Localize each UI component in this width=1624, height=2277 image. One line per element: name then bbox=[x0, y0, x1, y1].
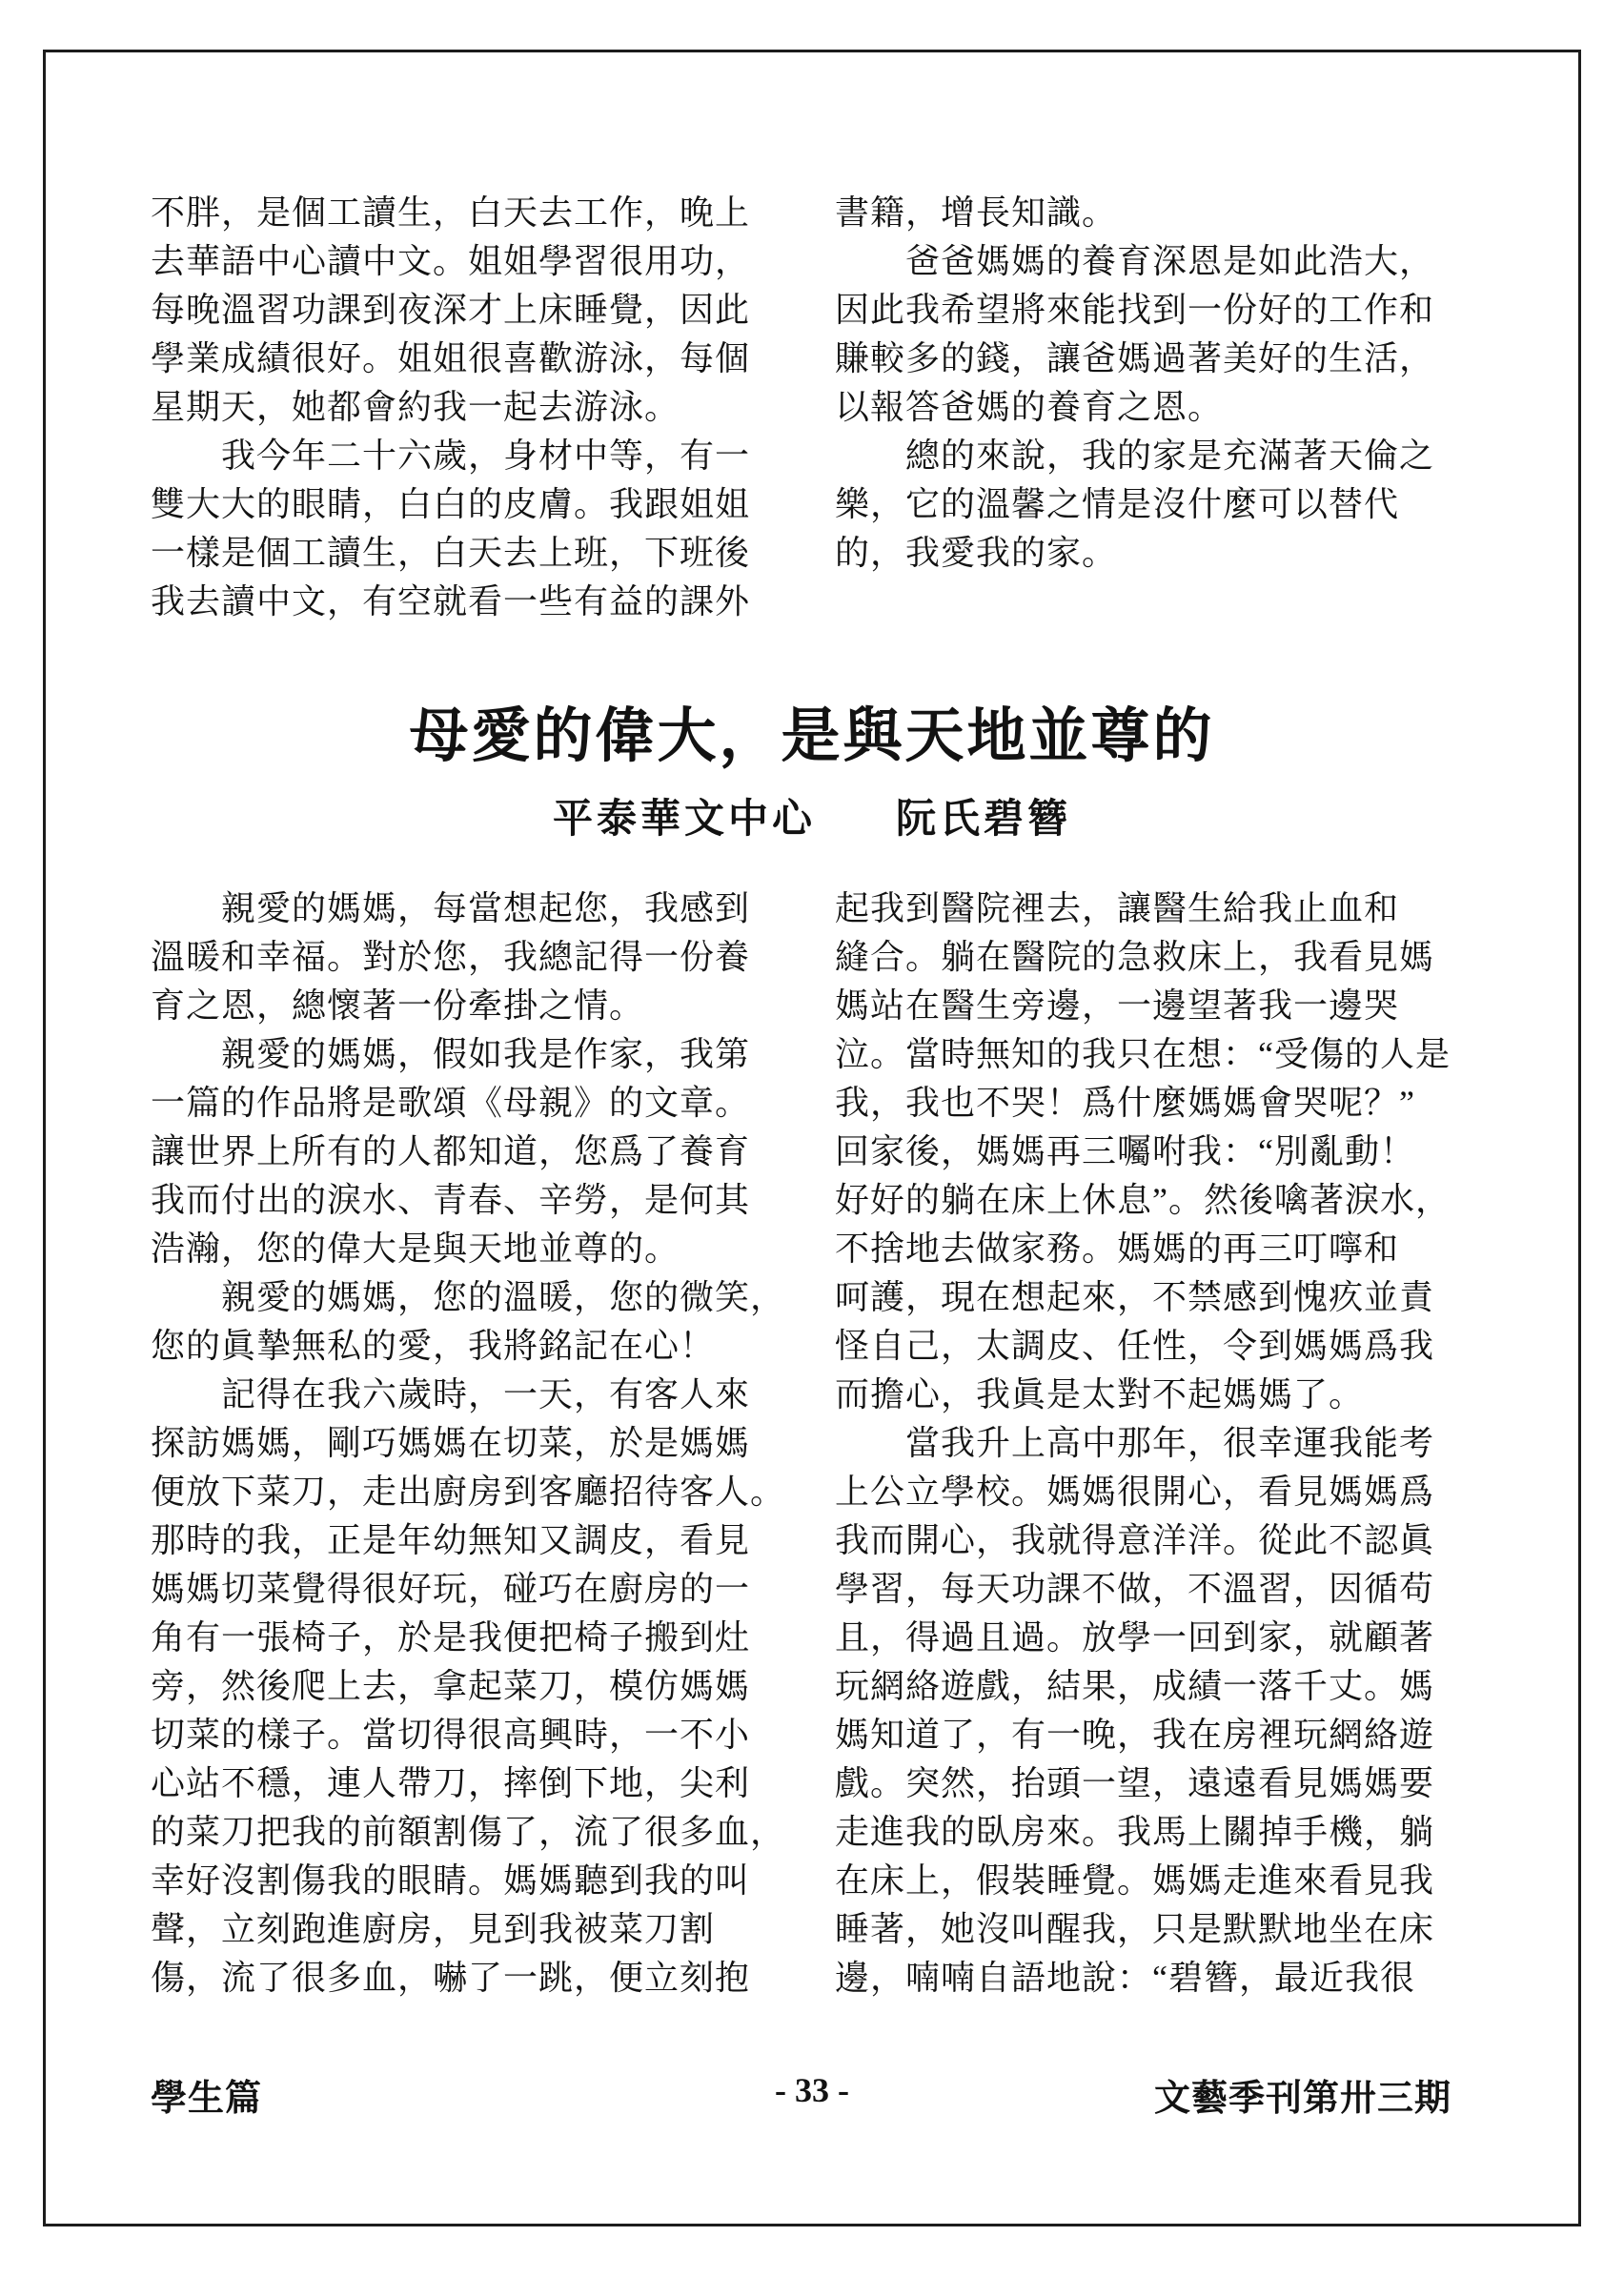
text-line: 邊，喃喃自語地說：“碧簪，最近我很 bbox=[835, 1959, 1415, 1997]
article2-title: 母愛的偉大，是與天地並尊的 bbox=[409, 704, 1215, 769]
text-line: 一篇的作品將是歌頌《母親》的文章。 bbox=[151, 1084, 751, 1122]
text-line: 便放下菜刀，走出廚房到客廳招待客人。 bbox=[151, 1473, 786, 1511]
text-line: 學業成績很好。姐姐很喜歡游泳，每個 bbox=[151, 339, 751, 377]
article1-left-column bbox=[151, 189, 750, 626]
text-line: 當我升上高中那年，很幸運我能考 bbox=[835, 1424, 1435, 1462]
text-line: 聲，立刻跑進廚房，見到我被菜刀割 bbox=[151, 1910, 716, 1948]
footer-journal-issue: 文藝季刊第卅三期 bbox=[1153, 2079, 1451, 2119]
text-line: 心站不穩，連人帶刀，摔倒下地，尖利 bbox=[151, 1764, 751, 1802]
text-line: 親愛的媽媽，您的溫暖，您的微笑， bbox=[151, 1278, 786, 1316]
text-line: 溫暖和幸福。對於您，我總記得一份養 bbox=[151, 938, 751, 976]
text-line: 上公立學校。媽媽很開心，看見媽媽爲 bbox=[835, 1473, 1435, 1511]
text-line: 玩網絡遊戲，結果，成績一落千丈。媽 bbox=[835, 1667, 1435, 1705]
text-line: 怪自己，太調皮、任性，令到媽媽爲我 bbox=[835, 1327, 1435, 1365]
text-line: 賺較多的錢，讓爸媽過著美好的生活， bbox=[835, 339, 1435, 377]
text-line: 一樣是個工讀生，白天去上班，下班後 bbox=[151, 534, 751, 572]
text-line: 爸爸媽媽的養育深恩是如此浩大， bbox=[835, 242, 1435, 280]
article2-left-column bbox=[151, 884, 785, 2003]
text-line: 我而付出的淚水、青春、辛勞，是何其 bbox=[151, 1181, 751, 1219]
text-line: 走進我的臥房來。我馬上關掉手機，躺 bbox=[835, 1813, 1435, 1851]
text-line: 切菜的樣子。當切得很高興時，一不小 bbox=[151, 1716, 751, 1754]
text-line: 因此我希望將來能找到一份好的工作和 bbox=[835, 291, 1435, 329]
text-line: 好好的躺在床上休息”。然後噙著淚水， bbox=[835, 1181, 1451, 1219]
text-line: 呵護，現在想起來，不禁感到愧疚並責 bbox=[835, 1278, 1435, 1316]
article1-right-column bbox=[835, 189, 1434, 578]
text-line: 媽媽切菜覺得很好玩，碰巧在廚房的一 bbox=[151, 1570, 751, 1608]
text-line: 且，得過且過。放學一回到家，就顧著 bbox=[835, 1618, 1435, 1657]
text-line: 回家後，媽媽再三囑咐我：“別亂動！ bbox=[835, 1132, 1415, 1170]
text-line: 總的來說，我的家是充滿著天倫之 bbox=[835, 437, 1435, 475]
text-line: 浩瀚，您的偉大是與天地並尊的。 bbox=[151, 1230, 680, 1268]
text-line: 起我到醫院裡去，讓醫生給我止血和 bbox=[835, 889, 1400, 927]
text-line: 縫合。躺在醫院的急救床上，我看見媽 bbox=[835, 938, 1435, 976]
text-line: 書籍，增長知識。 bbox=[835, 193, 1118, 232]
text-line: 我而開心，我就得意洋洋。從此不認眞 bbox=[835, 1521, 1435, 1559]
text-line: 每晚溫習功課到夜深才上床睡覺，因此 bbox=[151, 291, 751, 329]
byline-author: 阮氏碧簪 bbox=[896, 798, 1072, 842]
text-line: 去華語中心讀中文。姐姐學習很用功， bbox=[151, 242, 751, 280]
article2-right-column bbox=[835, 884, 1451, 2003]
text-line: 我今年二十六歲，身材中等，有一 bbox=[151, 437, 751, 475]
byline-organization: 平泰華文中心 bbox=[552, 798, 816, 842]
text-line: 樂，它的溫馨之情是沒什麼可以替代 bbox=[835, 485, 1400, 523]
text-line: 睡著，她沒叫醒我，只是默默地坐在床 bbox=[835, 1910, 1435, 1948]
text-line: 親愛的媽媽，每當想起您，我感到 bbox=[151, 889, 751, 927]
text-line: 泣。當時無知的我只在想：“受傷的人是 bbox=[835, 1035, 1451, 1073]
text-line: 的菜刀把我的前額割傷了，流了很多血， bbox=[151, 1813, 786, 1851]
text-line: 在床上，假裝睡覺。媽媽走進來看見我 bbox=[835, 1861, 1435, 1900]
text-line: 而擔心，我眞是太對不起媽媽了。 bbox=[835, 1375, 1365, 1413]
article2-byline bbox=[0, 787, 1624, 844]
text-line: 角有一張椅子，於是我便把椅子搬到灶 bbox=[151, 1618, 751, 1657]
text-line: 我去讀中文，有空就看一些有益的課外 bbox=[151, 582, 751, 620]
text-line: 媽知道了，有一晚，我在房裡玩網絡遊 bbox=[835, 1716, 1435, 1754]
text-line: 以報答爸媽的養育之恩。 bbox=[835, 388, 1224, 426]
text-line: 探訪媽媽，剛巧媽媽在切菜，於是媽媽 bbox=[151, 1424, 751, 1462]
text-line: 不捨地去做家務。媽媽的再三叮嚀和 bbox=[835, 1230, 1400, 1268]
text-line: 的，我愛我的家。 bbox=[835, 534, 1118, 572]
text-line: 育之恩，總懷著一份牽掛之情。 bbox=[151, 986, 645, 1025]
text-line: 您的眞摯無私的愛，我將銘記在心！ bbox=[151, 1327, 716, 1365]
text-line: 雙大大的眼睛，白白的皮膚。我跟姐姐 bbox=[151, 485, 751, 523]
text-line: 媽站在醫生旁邊，一邊望著我一邊哭 bbox=[835, 986, 1400, 1025]
text-line: 學習，每天功課不做，不溫習，因循苟 bbox=[835, 1570, 1435, 1608]
text-line: 幸好沒割傷我的眼睛。媽媽聽到我的叫 bbox=[151, 1861, 751, 1900]
text-line: 那時的我，正是年幼無知又調皮，看見 bbox=[151, 1521, 751, 1559]
text-line: 記得在我六歲時，一天，有客人來 bbox=[151, 1375, 751, 1413]
text-line: 讓世界上所有的人都知道，您爲了養育 bbox=[151, 1132, 751, 1170]
footer-page-number: - 33 - bbox=[775, 2071, 849, 2109]
text-line: 星期天，她都會約我一起去游泳。 bbox=[151, 388, 680, 426]
text-line: 戲。突然，抬頭一望，遠遠看見媽媽要 bbox=[835, 1764, 1435, 1802]
footer-section-label: 學生篇 bbox=[151, 2079, 263, 2119]
text-line: 不胖，是個工讀生，白天去工作，晚上 bbox=[151, 193, 751, 232]
text-line: 親愛的媽媽，假如我是作家，我第 bbox=[151, 1035, 751, 1073]
text-line: 傷，流了很多血，嚇了一跳，便立刻抱 bbox=[151, 1959, 751, 1997]
text-line: 我，我也不哭！爲什麼媽媽會哭呢？” bbox=[835, 1084, 1415, 1122]
text-line: 旁，然後爬上去，拿起菜刀，模仿媽媽 bbox=[151, 1667, 751, 1705]
